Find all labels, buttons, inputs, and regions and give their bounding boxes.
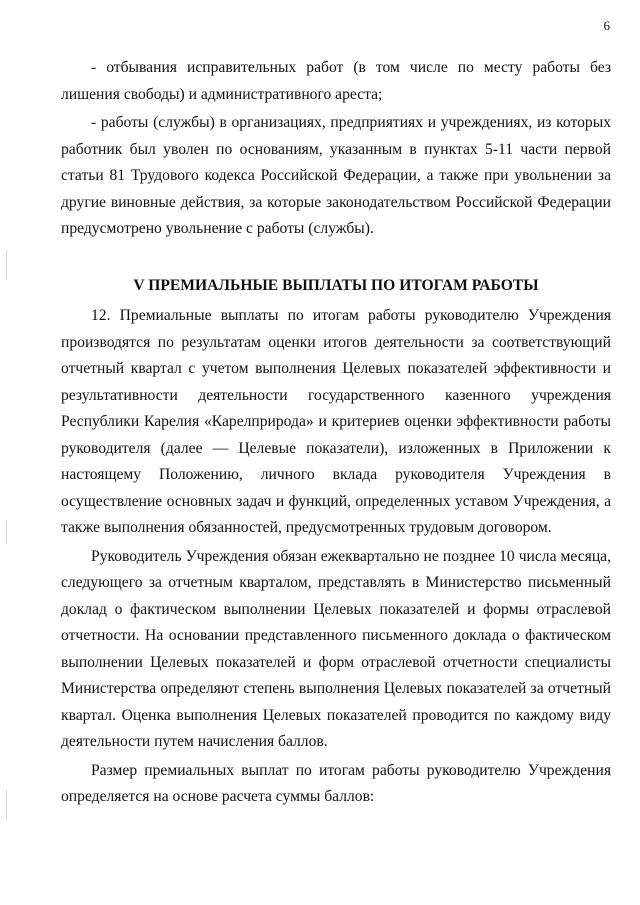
paragraph: Руководитель Учреждения обязан ежеквартально не позднее 10 числа месяца, следующего за отчетным кварталом, представлять в Министерство письменный доклад о фактическом выполнении Целевых показателей и формы отраслевой отчетности. На основании представленного письменного доклада о фактическом выполнении Целевых показателей и форм отраслевой отчетности специалисты Министерства определяют степень выполнения Целевых показателей за отчетный квартал. Оценка выполнения Целевых показателей проводится по каждому виду деятельности путем начисления баллов. bbox=[61, 547, 611, 750]
list-item: - отбывания исправительных работ (в том числе по месту работы без лишения свободы) и административного ареста; bbox=[61, 59, 611, 103]
scan-margin-mark bbox=[6, 250, 7, 280]
document-body bbox=[61, 55, 611, 811]
page-number: 6 bbox=[603, 18, 610, 33]
paragraph: 12. Премиальные выплаты по итогам работы руководителю Учреждения производятся по результатам оценки итогов деятельности за соответствующий отчетный квартал с учетом выполнения Целевых показателей эффективности и результативности деятельности государственного казенного учреждения Республики Карелия «Карелприрода» и критериев оценки эффективности работы руководителя (далее — Целевые показатели), изложенных в Приложении к настоящему Положению, личного вклада руководителя Учреждения в осуществление основных задач и функций, определенных уставом Учреждения, а также выполнения обязанностей, предусмотренных трудовым договором. bbox=[61, 307, 611, 536]
paragraph: Размер премиальных выплат по итогам работы руководителю Учреждения определяется на основе расчета суммы баллов: bbox=[61, 761, 611, 805]
section-heading: V ПРЕМИАЛЬНЫЕ ВЫПЛАТЫ ПО ИТОГАМ РАБОТЫ bbox=[133, 276, 539, 294]
list-item: - работы (службы) в организациях, предприятиях и учреждениях, из которых работник был уволен по основаниям, указанным в пунктах 5-11 части первой статьи 81 Трудового кодекса Российской Федерации, а также при увольнении за другие виновные действия, за которые законодательством Российской Федерации предусмотрено увольнение с работы (службы). bbox=[61, 114, 611, 237]
scan-margin-mark bbox=[6, 520, 7, 544]
scan-margin-mark bbox=[6, 790, 7, 820]
